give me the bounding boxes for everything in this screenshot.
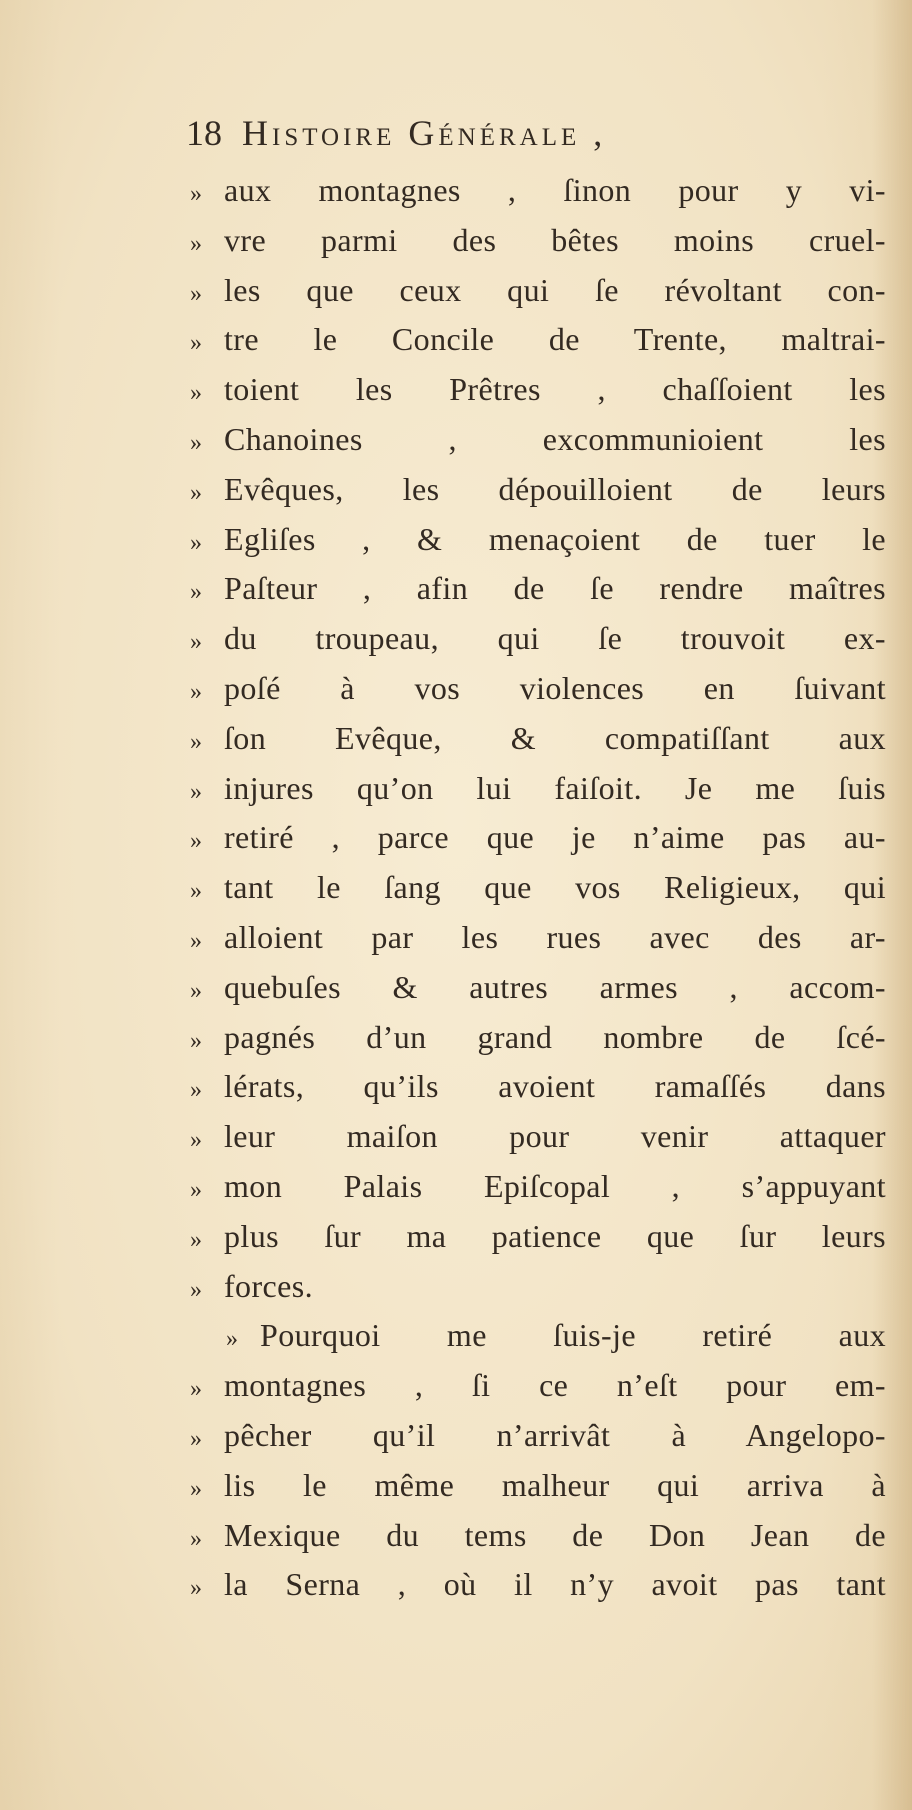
text-line <box>190 1467 886 1517</box>
guillemet: » <box>190 1425 203 1452</box>
text-line <box>190 421 886 471</box>
line-text: injures qu’on lui faiſoit. Je me ſuis <box>224 769 886 806</box>
text-line <box>190 670 886 720</box>
text-line <box>190 770 886 820</box>
text-line <box>190 969 886 1019</box>
line-text: vre parmi des bêtes moins cruel- <box>224 221 886 258</box>
guillemet: » <box>190 977 203 1004</box>
guillemet: » <box>190 678 203 705</box>
guillemet: » <box>190 479 203 506</box>
line-text: quebuſes & autres armes , accom- <box>224 968 886 1005</box>
text-line <box>190 1068 886 1118</box>
guillemet: » <box>190 1027 203 1054</box>
page-number: 18 <box>186 113 222 153</box>
line-text: montagnes , ſi ce n’eſt pour em- <box>224 1367 886 1404</box>
line-text: Evêques, les dépouilloient de leurs <box>224 470 886 507</box>
line-text: lérats, qu’ils avoient ramaſſés dans <box>224 1068 886 1105</box>
guillemet: » <box>190 1276 203 1303</box>
guillemet: » <box>190 529 203 556</box>
text-line <box>190 869 886 919</box>
line-text: alloient par les rues avec des ar- <box>224 918 886 955</box>
text-line <box>190 1317 886 1367</box>
guillemet: » <box>190 380 203 407</box>
text-line <box>190 620 886 670</box>
guillemet: » <box>190 1525 203 1552</box>
running-head: Histoire Générale , <box>242 113 607 153</box>
guillemet: » <box>190 1077 203 1104</box>
text-line <box>190 1019 886 1069</box>
line-text: Egliſes , & menaçoient de tuer le <box>224 520 886 557</box>
text-line <box>190 1417 886 1467</box>
guillemet: » <box>190 230 203 257</box>
line-text: tant le ſang que vos Religieux, qui <box>224 869 886 906</box>
line-text: leur maiſon pour venir attaquer <box>224 1118 886 1155</box>
line-text: ſon Evêque, & compatiſſant aux <box>224 719 886 756</box>
guillemet: » <box>190 927 203 954</box>
line-text: mon Palais Epiſcopal , s’appuyant <box>224 1167 886 1204</box>
text-line <box>190 521 886 571</box>
text-line <box>190 570 886 620</box>
guillemet: » <box>226 1326 239 1353</box>
line-text: poſé à vos violences en ſuivant <box>224 669 886 706</box>
text-line <box>190 720 886 770</box>
text-line <box>190 1268 886 1318</box>
line-text: plus ſur ma patience que ſur leurs <box>224 1217 886 1254</box>
line-text: la Serna , où il n’y avoit pas tant <box>224 1566 886 1603</box>
guillemet: » <box>190 1575 203 1602</box>
line-text: pagnés d’un grand nombre de ſcé- <box>224 1018 886 1055</box>
guillemet: » <box>190 728 203 755</box>
text-line <box>190 1566 886 1616</box>
guillemet: » <box>190 181 203 207</box>
text-line <box>190 1118 886 1168</box>
guillemet: » <box>190 579 203 606</box>
guillemet: » <box>190 1475 203 1502</box>
text-line <box>190 819 886 869</box>
line-text: toient les Prêtres , chaſſoient les <box>224 371 886 408</box>
body-text <box>190 172 886 1616</box>
line-text: tre le Concile de Trente, maltrai- <box>224 321 886 358</box>
guillemet: » <box>190 1376 203 1403</box>
guillemet: » <box>190 280 203 307</box>
line-text: Mexique du tems de Don Jean de <box>224 1516 886 1553</box>
text-line <box>190 321 886 371</box>
line-text: aux montagnes , ſinon pour y vi- <box>224 172 886 208</box>
guillemet: » <box>190 429 203 456</box>
guillemet: » <box>190 1127 203 1154</box>
guillemet: » <box>190 330 203 357</box>
line-text: pêcher qu’il n’arrivât à Angelopo- <box>224 1416 886 1453</box>
line-text: Paſteur , afin de ſe rendre maîtres <box>224 570 886 607</box>
text-line <box>190 172 886 222</box>
guillemet: » <box>190 1176 203 1203</box>
line-text: retiré , parce que je n’aime pas au- <box>224 819 886 856</box>
line-text: forces. <box>224 1267 313 1304</box>
line-text: les que ceux qui ſe révoltant con- <box>224 271 886 308</box>
guillemet: » <box>190 1226 203 1253</box>
guillemet: » <box>190 778 203 805</box>
guillemet: » <box>190 878 203 905</box>
page-header <box>186 112 846 162</box>
guillemet: » <box>190 629 203 656</box>
line-text: Pourquoi me ſuis-je retiré aux <box>260 1317 886 1354</box>
text-line <box>190 1168 886 1218</box>
line-text: lis le même malheur qui arriva à <box>224 1466 886 1503</box>
text-line <box>190 272 886 322</box>
line-text: Chanoines , excommunioient les <box>224 420 886 457</box>
text-line <box>190 371 886 421</box>
guillemet: » <box>190 828 203 855</box>
text-line <box>190 471 886 521</box>
text-line <box>190 222 886 272</box>
text-line <box>190 919 886 969</box>
text-line <box>190 1367 886 1417</box>
line-text: du troupeau, qui ſe trouvoit ex- <box>224 620 886 657</box>
text-line <box>190 1517 886 1567</box>
text-line <box>190 1218 886 1268</box>
